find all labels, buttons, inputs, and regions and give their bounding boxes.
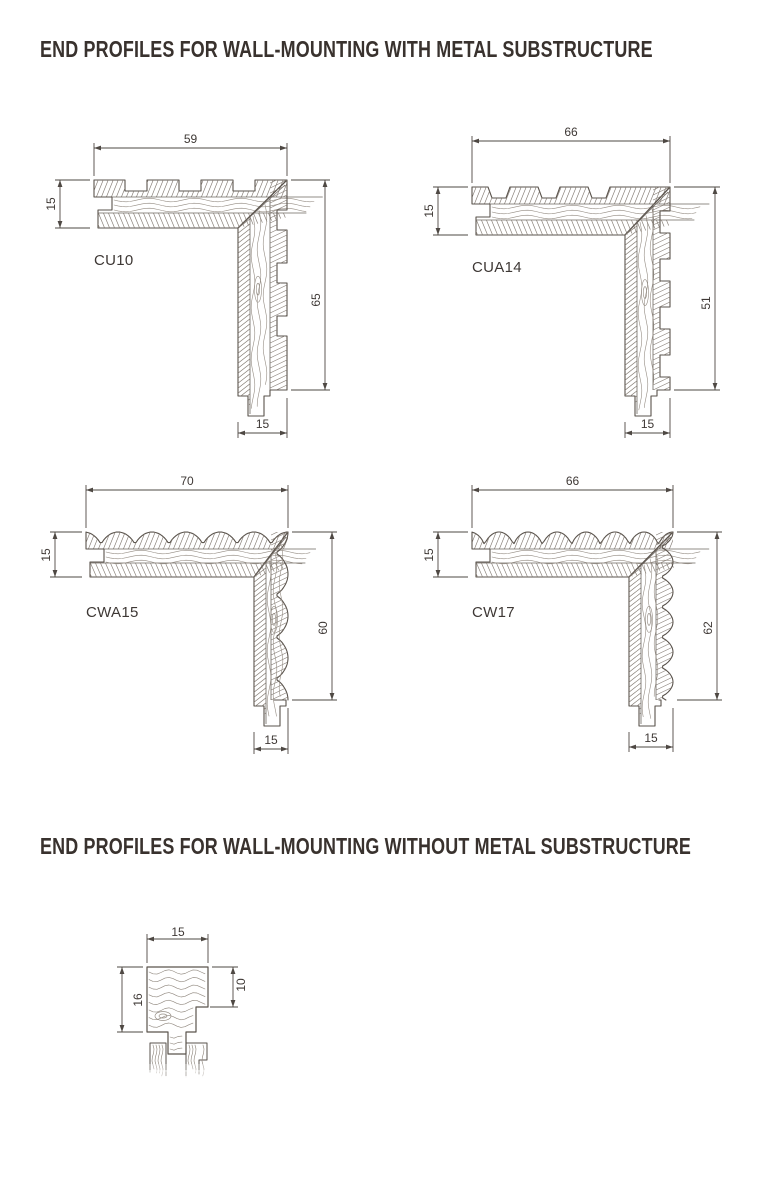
section-heading-without-substructure: END PROFILES FOR WALL-MOUNTING WITHOUT METAL SUBSTRUCTURE xyxy=(40,833,692,859)
dim-right-height: 10 xyxy=(234,978,248,992)
dim-left-thickness: 15 xyxy=(422,204,436,218)
dim-top-width: 15 xyxy=(171,925,185,939)
corner-profile-drawing xyxy=(420,478,750,828)
dim-right-height: 60 xyxy=(316,621,330,635)
profile-label: CW17 xyxy=(472,604,515,621)
profile-label: CUA14 xyxy=(472,259,522,276)
dim-left-height: 16 xyxy=(131,993,145,1007)
dim-left-thickness: 15 xyxy=(44,197,58,211)
dim-top-width: 66 xyxy=(564,125,578,139)
dim-right-height: 62 xyxy=(701,621,715,635)
dim-right-height: 65 xyxy=(309,293,323,307)
dim-top-width: 70 xyxy=(180,474,194,488)
profile-diagram-cw17 xyxy=(420,474,750,828)
dim-left-thickness: 15 xyxy=(422,547,436,562)
section-heading-with-substructure: END PROFILES FOR WALL-MOUNTING WITH METAL SUBSTRUCTURE xyxy=(40,36,653,62)
profile-diagram-cu10 xyxy=(40,128,370,478)
dim-left-thickness: 15 xyxy=(39,547,53,562)
dim-bottom-thickness: 15 xyxy=(264,733,278,747)
end-profile-drawing xyxy=(100,920,270,1105)
profile-diagram-cwa15 xyxy=(39,474,370,828)
profile-label: CU10 xyxy=(94,252,134,269)
dim-top-width: 59 xyxy=(183,132,198,146)
dim-top-width: 66 xyxy=(565,474,580,488)
dim-bottom-thickness: 15 xyxy=(640,417,655,431)
dim-bottom-thickness: 15 xyxy=(644,731,658,745)
dim-bottom-thickness: 15 xyxy=(255,417,270,431)
profile-label: CWA15 xyxy=(86,604,139,621)
profile-diagram-cua14 xyxy=(420,125,750,478)
dim-right-height: 51 xyxy=(699,296,713,310)
corner-profile-drawing xyxy=(40,478,370,828)
profile-diagram-small-end xyxy=(100,920,270,1105)
